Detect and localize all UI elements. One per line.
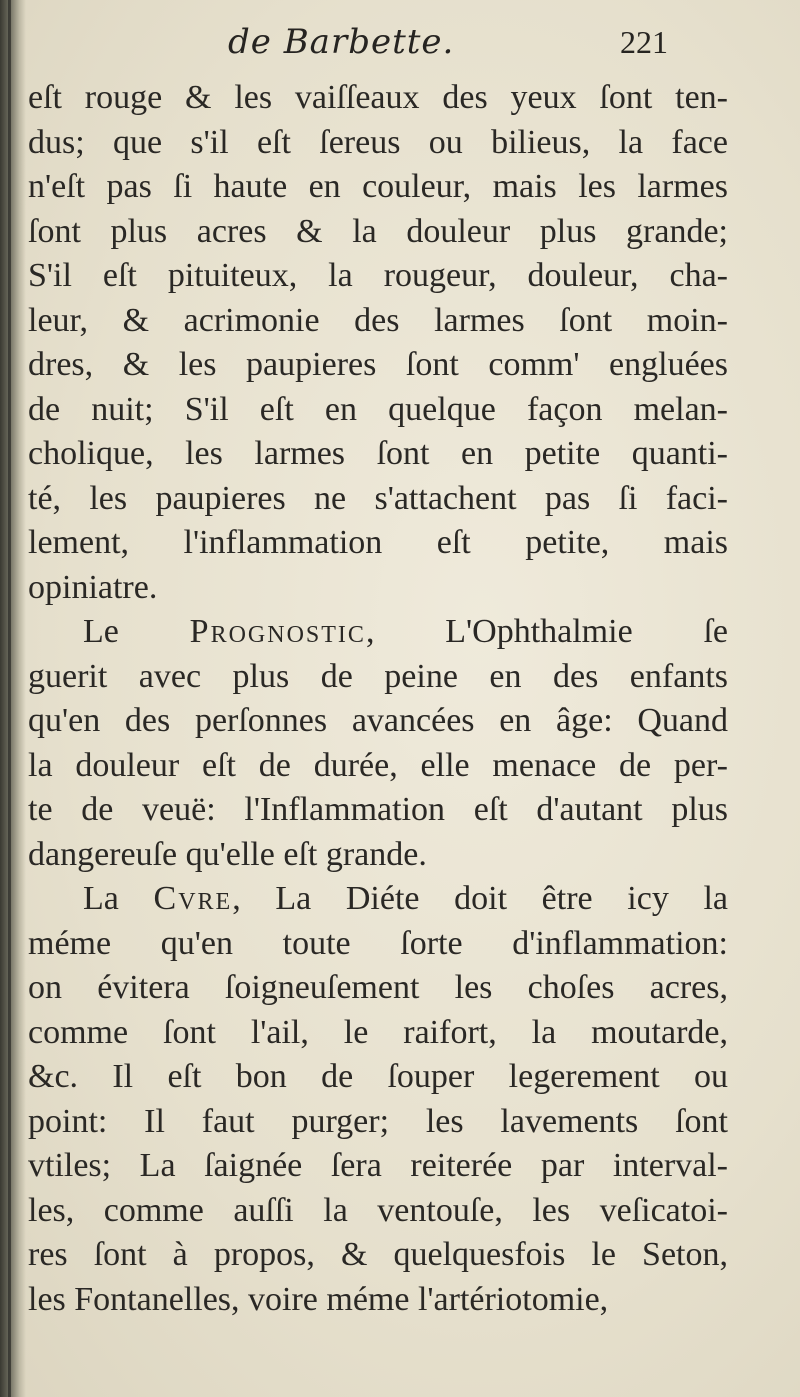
section-heading-cure: Cvre — [153, 880, 233, 917]
text-line — [28, 877, 728, 922]
text-line: la douleur eſt de durée, elle menace de per- — [28, 746, 728, 784]
text-line — [28, 610, 728, 655]
lead-rest: , La Diéte doit être icy la — [232, 880, 729, 917]
lead-prefix: Le — [83, 613, 190, 650]
lead-rest: , L'Ophthalmie ſe — [365, 613, 729, 650]
text-line: té, les paupieres ne s'attachent pas ſi faci- — [28, 479, 728, 517]
text-line: S'il eſt pituiteux, la rougeur, douleur, cha- — [28, 257, 728, 294]
text-line: te de veuë: l'Inflammation eſt d'autant plus — [28, 791, 728, 828]
text-line: vtiles; La ſaignée ſera reiterée par interval- — [28, 1147, 728, 1184]
lead-prefix: La — [83, 880, 154, 917]
binding-edge — [8, 0, 11, 1397]
binding-gutter — [0, 0, 26, 1397]
text-line: guerit avec plus de peine en des enfants — [28, 657, 728, 695]
text-line: dres, & les paupieres ſont comm' engluées — [28, 346, 728, 383]
text-line: leur, & acrimonie des larmes ſont moin- — [28, 301, 728, 339]
text-line: on évitera ſoigneuſement les choſes acres, — [28, 969, 728, 1006]
paragraph-prognostic — [28, 610, 728, 877]
text-line: de nuit; S'il eſt en quelque façon melan- — [28, 390, 728, 428]
text-line: &c. Il eſt bon de ſouper legerement ou — [28, 1058, 728, 1095]
text-line: res ſont à propos, & quelquesfois le Seton, — [28, 1236, 728, 1273]
text-line: dus; que s'il eſt ſereus ou bilieus, la face — [28, 123, 728, 161]
text-line: les, comme auſſi la ventouſe, les veſicatoi- — [28, 1191, 728, 1229]
text-line: dangereuſe qu'elle eſt grande. — [28, 835, 427, 873]
text-line: les Fontanelles, voire méme l'artériotomie, — [28, 1280, 609, 1318]
text-line: qu'en des perſonnes avancées en âge: Quand — [28, 702, 728, 739]
text-line: eſt rouge & les vaiſſeaux des yeux ſont ten- — [28, 79, 728, 116]
text-line: ſont plus acres & la douleur plus grande; — [28, 212, 728, 250]
paragraph-cure — [28, 877, 728, 1322]
page-number: 221 — [620, 24, 668, 60]
page-header — [0, 22, 800, 72]
text-line: n'eſt pas ſi haute en couleur, mais les larmes — [28, 168, 728, 205]
running-title: de Barbette. — [228, 22, 455, 62]
section-heading-prognostic: Prognostic — [189, 613, 366, 650]
text-line: méme qu'en toute ſorte d'inflammation: — [28, 924, 728, 962]
text-line: lement, l'inflammation eſt petite, mais — [28, 524, 728, 561]
paragraph-symptoms — [28, 76, 728, 610]
text-line: point: Il faut purger; les lavements ſont — [28, 1102, 728, 1140]
text-line: cholique, les larmes ſont en petite quanti- — [28, 435, 728, 472]
text-line: opiniatre. — [28, 568, 158, 606]
text-line: comme ſont l'ail, le raifort, la moutarde, — [28, 1013, 728, 1051]
body-text — [28, 76, 728, 1322]
